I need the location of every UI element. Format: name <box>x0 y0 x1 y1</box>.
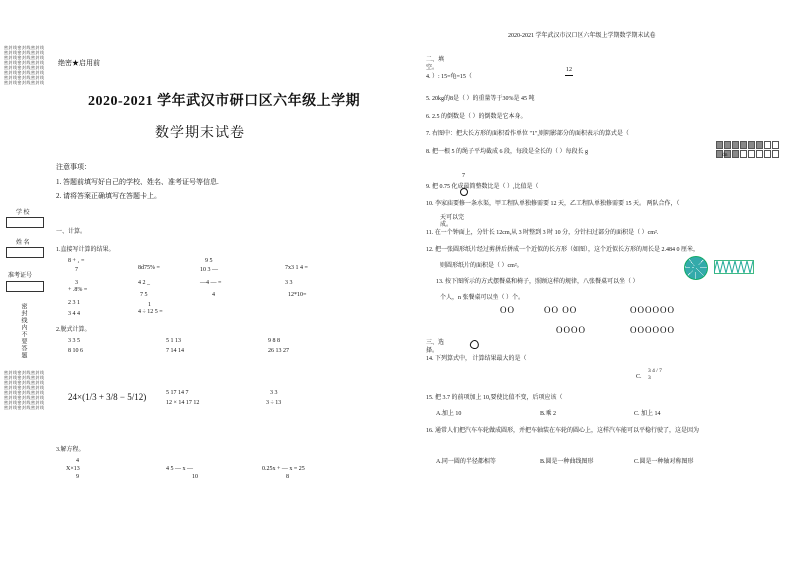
exam-no-label: 准考证号 <box>8 273 33 279</box>
expr-4: 24×(1/3 + 3/8 − 5/12) <box>68 392 147 402</box>
calc-2-2b: 7 5 <box>140 292 148 298</box>
question-16-option-b[interactable]: B.圆是一种曲线图形 <box>540 459 594 465</box>
expr-6: 3 3 <box>270 390 278 396</box>
name-field[interactable] <box>6 247 44 258</box>
question-15-option-a[interactable]: A.加上 10 <box>436 411 462 417</box>
question-13-cont: 个人，n 张餐桌可以坐（ ）个。 <box>440 295 525 301</box>
question-16-option-a[interactable]: A.同一圆的半径都相等 <box>436 459 496 465</box>
eq-2: 4 5 — x — <box>166 466 193 472</box>
question-15-option-b[interactable]: B.乘 2 <box>540 411 557 417</box>
eq-2b: 10 <box>192 474 198 480</box>
question-10-cont-2: 成。 <box>440 222 453 228</box>
binding-pattern-top: 密封线密封线密封线密封线密封线密封线密封线密封线密封线密封线密封线密封线密封线密封线密封线密封线密封线密封线密封线密封线密封线密封线密封线密封线 <box>4 45 45 85</box>
exam-no-field[interactable] <box>6 281 44 292</box>
question-16: 16. 通常人们把汽车车轮做成圆形，并把车轴装在车轮的圆心上，这样汽车能可以平稳行驶了，这是因为 <box>426 428 700 434</box>
calc-2-2: 4 2 _ <box>138 280 150 286</box>
question-15: 15. 把 3.7 的前项加上 10,要使比值不变，后项应该（ <box>426 395 563 401</box>
calc-2-1b: + .8% = <box>68 287 88 293</box>
calc-1-2: 8d75% = <box>138 265 160 271</box>
small-circle-icon <box>460 188 468 196</box>
section-2-heading: 二、填 <box>426 57 445 63</box>
question-9: 9. 把 0.75 化成最简整数比是（ ）,比值是（ <box>426 184 539 190</box>
expr-5: 5 17 14 7 <box>166 390 189 396</box>
calc-1-4: 7x3 1 4 = <box>285 265 308 271</box>
note-1: 1. 答题前填写好自己的学校、姓名、准考证号等信息. <box>56 178 219 186</box>
question-14-option-c-fraction: 3 4 / 7 3 <box>648 368 662 381</box>
question-16-option-c[interactable]: C.圆是一种轴对称图形 <box>634 459 694 465</box>
question-5: 5. 20kg的8是（ ）的重量等于30%是 45 吨 <box>426 96 535 102</box>
expr-3b: 26 13 27 <box>268 348 289 354</box>
seal-notice: 密封线内不要答题 <box>20 303 26 359</box>
table-pattern-3b: OOOOOO <box>630 325 675 335</box>
expr-6b: 3 ÷ 13 <box>266 400 282 406</box>
calc-3-1: 2 3 1 <box>68 300 80 306</box>
section-3-heading: 三、选 <box>426 340 445 346</box>
expr-2b: 7 14 14 <box>166 348 184 354</box>
calc-1-3: 9 5 <box>205 258 213 264</box>
binding-pattern-bottom: 密封线密封线密封线密封线密封线密封线密封线密封线密封线密封线密封线密封线密封线密封线密封线密封线密封线密封线密封线密封线密封线密封线密封线密封线 <box>4 370 45 410</box>
eq-3: 0.25x + — x = 25 <box>262 466 305 472</box>
calc-1-1: 8 + ₁ = <box>68 258 85 264</box>
question-4-fraction: 12 <box>566 67 572 73</box>
calc-2-3: —4 — = <box>200 280 222 286</box>
question-15-option-c[interactable]: C. 加上 14 <box>634 411 661 417</box>
calc-2-4b: 12*10= <box>288 292 307 298</box>
eq-3b: 8 <box>286 474 289 480</box>
question-11: 11. 在一个钟面上，分针长 12cm,从 3 时整到 3 时 10 分，分针扫过部分的面积是（ ）cm². <box>426 230 659 236</box>
section-3-heading-b: 择。 <box>426 348 439 354</box>
table-pattern-2: OO OO <box>544 305 578 315</box>
question-13: 13. 按下图所示的方式摆餐桌和椅子，照顾这样的规律，八张餐桌可以坐（ ） <box>436 279 639 285</box>
question-7: 7. 右图中：把大长方形的面积看作单位 "1",则阴影部分的面积表示的算式是（ <box>426 131 629 137</box>
question-12-cont: 则圆形纸片的面积是（ ）cm²。 <box>440 263 523 269</box>
question-14-option-c[interactable]: C. <box>636 374 642 380</box>
exam-title: 2020-2021 学年武汉市研口区六年级上学期 <box>88 94 361 109</box>
section-1-sub-2: 2.脱式计算。 <box>56 327 91 333</box>
question-10-cont: 天可以完 <box>440 215 465 221</box>
secret-mark: 绝密★启用前 <box>58 59 100 67</box>
calc-3-3: 1 <box>148 302 151 308</box>
question-12: 12. 把一张圆形纸片经过剪拼后拼成一个近似的长方形（如图），这个近似长方形的周长是 2.484 0 厘米， <box>426 247 700 253</box>
binding-margin <box>4 45 48 485</box>
calc-2-4: 3 3 <box>285 280 293 286</box>
question-4: 4. ）: 15=龟=15（ <box>426 74 472 80</box>
calc-3-3b: 4 ÷ 12 5 = <box>138 309 163 315</box>
calc-2-3b: 4 <box>212 292 215 298</box>
expr-2: 5 1 13 <box>166 338 181 344</box>
cut-circle-figure <box>684 256 708 280</box>
expr-3: 9 8 8 <box>268 338 280 344</box>
question-10: 10. 李家庙要修一条水渠，甲工程队单独修需要 12 天，乙工程队单独修需要 15 天。 两队合作，（ <box>426 201 680 207</box>
page-header: 2020-2021 学年武汉市汉口区六年级上学期数学期末试卷 <box>508 33 656 39</box>
approx-rectangle-figure <box>714 260 754 274</box>
question-14: 14. 下列算式中， 计算结果最大的是（ <box>426 356 527 362</box>
school-field[interactable] <box>6 217 44 228</box>
section-2-heading-b: 空。 <box>426 65 439 71</box>
exam-subtitle: 数学期末试卷 <box>155 126 245 141</box>
expr-1: 3 3 5 <box>68 338 80 344</box>
question-9-num: 7 <box>462 173 465 179</box>
section-1-sub-3: 3.解方程。 <box>56 447 85 453</box>
eq-1a: 4 <box>76 458 79 464</box>
table-pattern-1: OO <box>500 305 515 315</box>
ring-icon <box>469 339 480 350</box>
expr-1b: 8 10 6 <box>68 348 83 354</box>
calc-3-1b: 3 4 4 <box>68 311 80 317</box>
question-4-fraction-bar <box>565 75 573 76</box>
section-1-heading: 一、计算。 <box>56 229 87 235</box>
note-2: 2. 请将答案正确填写在答题卡上。 <box>56 192 161 200</box>
table-pattern-3: OOOOOO <box>630 305 675 315</box>
name-label: 姓 名 <box>16 240 30 246</box>
calc-1-1b: 7 <box>75 267 78 273</box>
question-8-unit: dn <box>722 152 728 158</box>
calc-1-3b: 10 3 — <box>200 267 218 273</box>
eq-1: X×13 <box>66 466 80 472</box>
section-1-sub-1: 1.直接写计算的结果。 <box>56 247 115 253</box>
expr-5b: 12 × 14 17 12 <box>166 400 200 406</box>
calc-2-1: 3 <box>75 280 78 286</box>
notes-heading: 注意事项： <box>56 163 91 171</box>
school-label: 学 校 <box>16 210 30 216</box>
question-8: 8. 把一根 5 的绳子平均截成 6 段，每段是全长的（ ）每段长 g <box>426 149 589 155</box>
eq-1b: 9 <box>76 474 79 480</box>
table-pattern-2b: OOOO <box>556 325 586 335</box>
question-6: 6. 2.5 的倒数是（ ）的倒数是它本身。 <box>426 114 527 120</box>
